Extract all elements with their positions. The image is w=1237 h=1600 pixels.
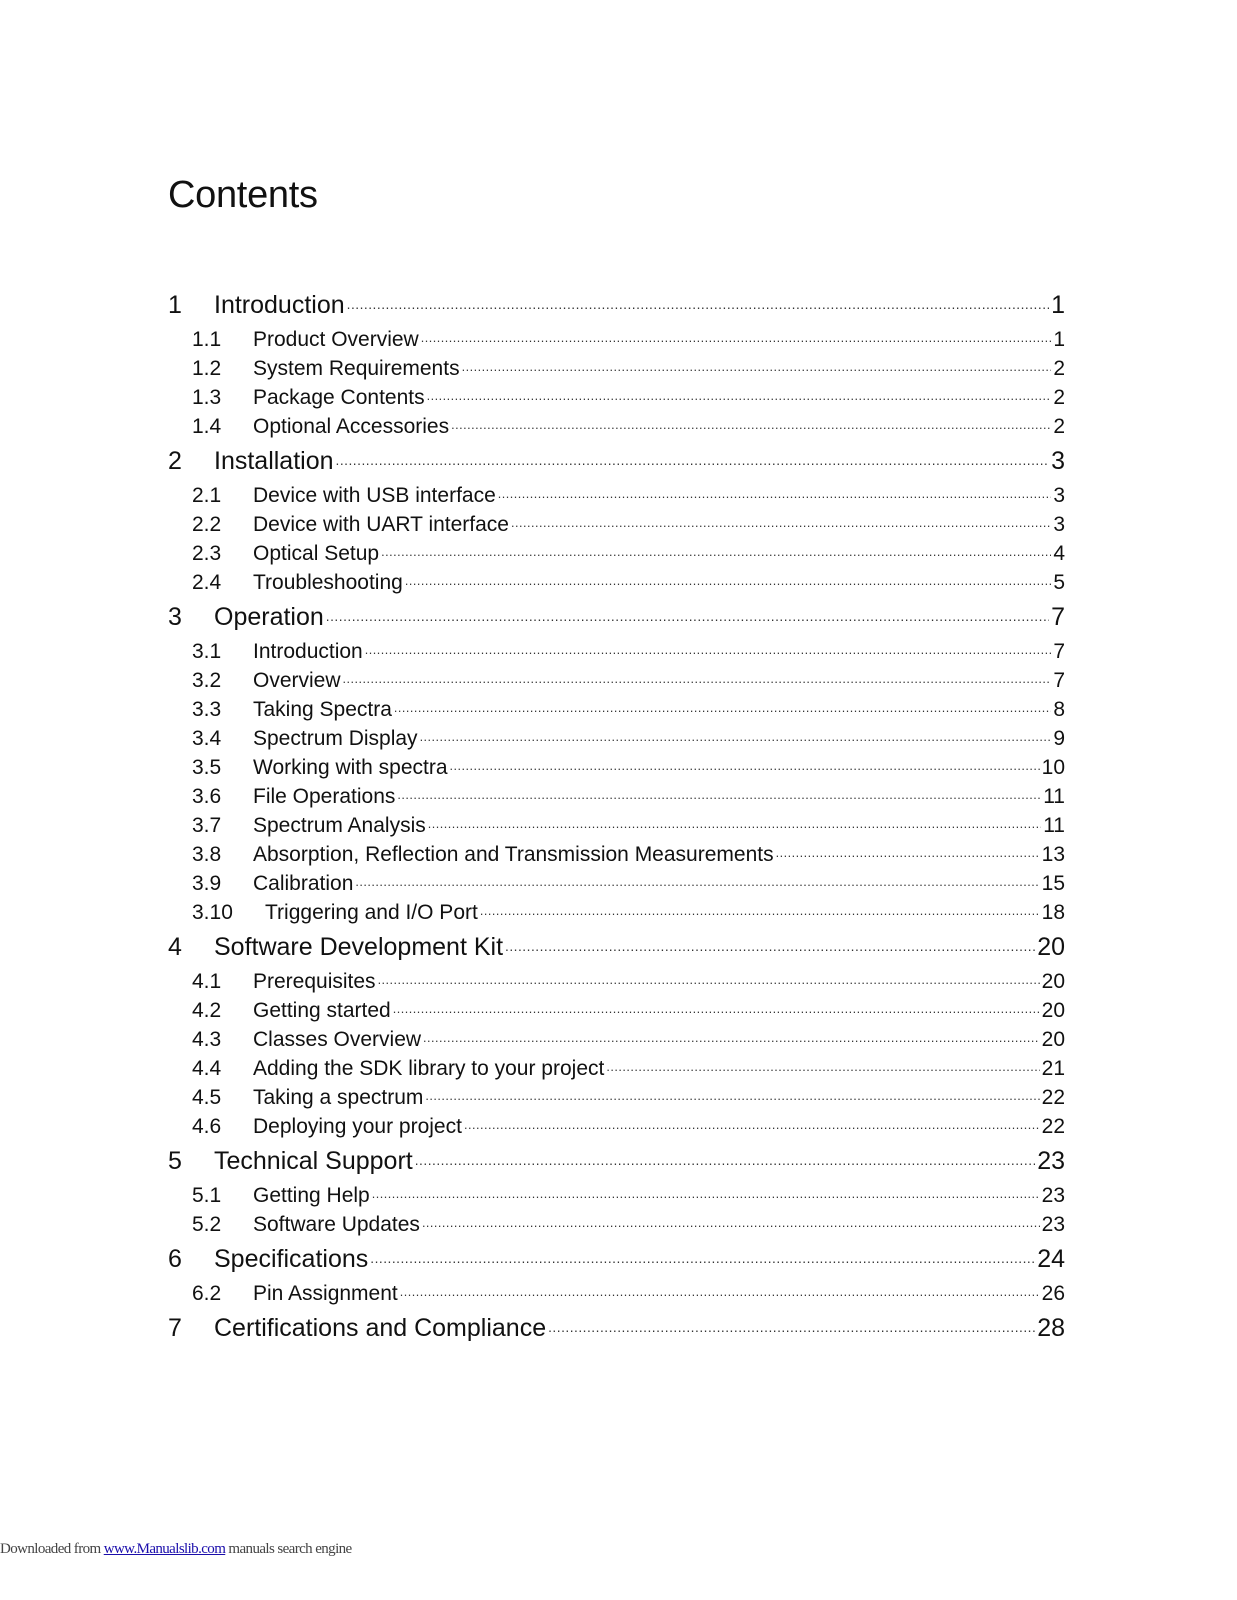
dot-leader — [378, 967, 1040, 988]
toc-entry-number: 4.2 — [192, 999, 222, 1022]
toc-subsection-entry[interactable] — [168, 996, 1065, 1025]
toc-entry-number: 5.2 — [192, 1213, 222, 1236]
toc-subsection-entry[interactable] — [168, 510, 1065, 539]
toc-entry-label: Certifications and Compliance — [214, 1314, 547, 1342]
dot-leader — [420, 724, 1052, 745]
toc-entry-page: 3 — [1051, 447, 1065, 475]
toc-entry-page: 9 — [1053, 727, 1065, 750]
dot-leader — [423, 1025, 1040, 1046]
toc-entry-number: 1 — [168, 291, 182, 319]
footer-prefix: Downloaded from — [0, 1541, 104, 1557]
toc-subsection-entry[interactable] — [168, 383, 1065, 412]
dot-leader — [365, 637, 1052, 658]
toc-entry-page: 23 — [1041, 1213, 1065, 1236]
dot-leader — [548, 1311, 1035, 1336]
toc-entry-page: 7 — [1051, 603, 1065, 631]
toc-entry-page: 10 — [1041, 756, 1065, 779]
dot-leader — [425, 1083, 1039, 1104]
dot-leader — [462, 354, 1052, 375]
toc-entry-label: Taking a spectrum — [253, 1086, 424, 1109]
dot-leader — [400, 1279, 1040, 1300]
dot-leader — [336, 444, 1050, 469]
toc-entry-page: 11 — [1043, 814, 1065, 837]
dot-leader — [326, 600, 1049, 625]
toc-entry-page: 15 — [1041, 872, 1065, 895]
toc-entry-number: 2.3 — [192, 542, 222, 565]
dot-leader — [355, 869, 1039, 890]
toc-entry-page: 21 — [1041, 1057, 1065, 1080]
toc-entry-page: 2 — [1053, 386, 1065, 409]
toc-section-entry[interactable] — [168, 1242, 1065, 1279]
toc-subsection-entry[interactable] — [168, 1025, 1065, 1054]
toc-entry-label: Spectrum Display — [253, 727, 418, 750]
toc-entry-number: 6 — [168, 1245, 182, 1273]
toc-subsection-entry[interactable] — [168, 1083, 1065, 1112]
footer — [0, 1541, 352, 1558]
toc-entry-page: 4 — [1053, 542, 1065, 565]
toc-subsection-entry[interactable] — [168, 967, 1065, 996]
toc-section — [168, 444, 1065, 597]
toc-entry-label: Optional Accessories — [253, 415, 450, 438]
toc-entry-label: Package Contents — [253, 386, 425, 409]
toc-entry-label: Pin Assignment — [253, 1282, 398, 1305]
toc-subsection-entry[interactable] — [168, 753, 1065, 782]
toc-entry-number: 2 — [168, 447, 182, 475]
dot-leader — [422, 1210, 1040, 1231]
toc-section-entry[interactable] — [168, 600, 1065, 637]
toc-entry-number: 1.4 — [192, 415, 222, 438]
toc-entry-number: 5 — [168, 1147, 182, 1175]
toc-entry-page: 24 — [1037, 1245, 1065, 1273]
toc-subsection-entry[interactable] — [168, 811, 1065, 840]
toc-subsection-entry[interactable] — [168, 1112, 1065, 1141]
toc-entry-label: Software Updates — [253, 1213, 420, 1236]
toc-entry-number: 2.1 — [192, 484, 222, 507]
toc-entry-number: 3.2 — [192, 669, 222, 692]
dot-leader — [451, 412, 1051, 433]
toc-entry-page: 2 — [1053, 415, 1065, 438]
toc-subsection-entry[interactable] — [168, 1210, 1065, 1239]
dot-leader — [464, 1112, 1040, 1133]
dot-leader — [428, 811, 1041, 832]
toc-entry-page: 13 — [1041, 843, 1065, 866]
footer-suffix: manuals search engine — [225, 1541, 352, 1557]
toc-entry-label: Operation — [214, 603, 324, 631]
toc-entry-page: 22 — [1041, 1086, 1065, 1109]
toc-entry-number: 4 — [168, 933, 182, 961]
toc-entry-page: 20 — [1041, 1028, 1065, 1051]
toc-subsection-entry[interactable] — [168, 637, 1065, 666]
dot-leader — [480, 898, 1040, 919]
toc-subsection-entry[interactable] — [168, 325, 1065, 354]
dot-leader — [498, 481, 1052, 502]
toc-entry-label: Classes Overview — [253, 1028, 422, 1051]
toc-entry-label: Spectrum Analysis — [253, 814, 426, 837]
toc-entry-label: Product Overview — [253, 328, 419, 351]
toc-entry-label: Working with spectra — [253, 756, 448, 779]
dot-leader — [427, 383, 1052, 404]
toc-entry-page: 3 — [1053, 484, 1065, 507]
toc-entry-number: 3.4 — [192, 727, 222, 750]
dot-leader — [381, 539, 1051, 560]
toc-entry-page: 20 — [1037, 933, 1065, 961]
toc-section — [168, 1242, 1065, 1308]
toc-section — [168, 1144, 1065, 1239]
toc-section — [168, 1311, 1065, 1348]
dot-leader — [394, 695, 1051, 716]
toc-entry-label: Getting started — [253, 999, 391, 1022]
toc-entry-number: 3.5 — [192, 756, 222, 779]
dot-leader — [397, 782, 1041, 803]
toc-entry-number: 1.3 — [192, 386, 222, 409]
toc-entry-number: 4.1 — [192, 970, 222, 993]
dot-leader — [776, 840, 1040, 861]
toc-entry-label: Overview — [253, 669, 341, 692]
toc-entry-number: 3.10 — [192, 901, 233, 924]
toc-entry-label: Introduction — [253, 640, 363, 663]
toc-subsection-entry[interactable] — [168, 695, 1065, 724]
toc-subsection-entry[interactable] — [168, 782, 1065, 811]
dot-leader — [415, 1144, 1035, 1169]
toc-entry-page: 8 — [1053, 698, 1065, 721]
toc-subsection-entry[interactable] — [168, 1279, 1065, 1308]
toc-subsection-entry[interactable] — [168, 869, 1065, 898]
toc-subsection-entry[interactable] — [168, 481, 1065, 510]
toc-subsection-entry[interactable] — [168, 1181, 1065, 1210]
toc-entry-page: 7 — [1053, 669, 1065, 692]
toc-entry-label: Getting Help — [253, 1184, 370, 1207]
toc-entry-label: Optical Setup — [253, 542, 380, 565]
toc-section-entry[interactable] — [168, 1311, 1065, 1348]
toc-entry-number: 1.2 — [192, 357, 222, 380]
toc-entry-number: 1.1 — [192, 328, 222, 351]
toc-entry-page: 1 — [1051, 291, 1065, 319]
dot-leader — [450, 753, 1040, 774]
toc-entry-label: System Requirements — [253, 357, 460, 380]
toc-entry-label: Absorption, Reflection and Transmission Measurements — [253, 843, 774, 866]
toc-section — [168, 600, 1065, 927]
toc-entry-number: 3.9 — [192, 872, 222, 895]
toc-entry-page: 18 — [1041, 901, 1065, 924]
toc-entry-number: 5.1 — [192, 1184, 222, 1207]
toc-entry-page: 5 — [1053, 571, 1065, 594]
dot-leader — [343, 666, 1052, 687]
toc-entry-label: Prerequisites — [253, 970, 376, 993]
toc-section-entry[interactable] — [168, 1144, 1065, 1181]
dot-leader — [421, 325, 1052, 346]
toc-subsection-entry[interactable] — [168, 412, 1065, 441]
toc-entry-number: 3.8 — [192, 843, 222, 866]
toc-entry-page: 20 — [1041, 999, 1065, 1022]
toc-entry-page: 23 — [1041, 1184, 1065, 1207]
dot-leader — [606, 1054, 1039, 1075]
table-of-contents — [168, 288, 1065, 1351]
toc-entry-label: File Operations — [253, 785, 396, 808]
footer-link[interactable]: www.Manualslib.com — [103, 1541, 226, 1557]
toc-subsection-entry[interactable] — [168, 539, 1065, 568]
toc-subsection-entry[interactable] — [168, 354, 1065, 383]
page-title: Contents — [168, 174, 318, 216]
toc-section — [168, 288, 1065, 441]
toc-entry-number: 4.4 — [192, 1057, 222, 1080]
toc-entry-page: 28 — [1037, 1314, 1065, 1342]
toc-entry-label: Installation — [214, 447, 334, 475]
dot-leader — [372, 1181, 1040, 1202]
toc-entry-number: 4.3 — [192, 1028, 222, 1051]
toc-entry-number: 3.7 — [192, 814, 222, 837]
toc-entry-number: 2.2 — [192, 513, 222, 536]
toc-entry-label: Calibration — [253, 872, 354, 895]
toc-entry-number: 3.1 — [192, 640, 222, 663]
toc-entry-label: Adding the SDK library to your project — [253, 1057, 605, 1080]
toc-entry-label: Specifications — [214, 1245, 369, 1273]
toc-entry-number: 4.6 — [192, 1115, 222, 1138]
toc-subsection-entry[interactable] — [168, 666, 1065, 695]
toc-entry-label: Device with USB interface — [253, 484, 496, 507]
toc-entry-label: Introduction — [214, 291, 345, 319]
toc-entry-page: 23 — [1037, 1147, 1065, 1175]
toc-entry-page: 11 — [1043, 785, 1065, 808]
toc-entry-page: 2 — [1053, 357, 1065, 380]
toc-entry-number: 3 — [168, 603, 182, 631]
dot-leader — [505, 930, 1035, 955]
dot-leader — [511, 510, 1051, 531]
toc-entry-page: 20 — [1041, 970, 1065, 993]
toc-entry-page: 3 — [1053, 513, 1065, 536]
dot-leader — [405, 568, 1051, 589]
toc-entry-page: 26 — [1041, 1282, 1065, 1305]
toc-entry-number: 7 — [168, 1314, 182, 1342]
toc-subsection-entry[interactable] — [168, 568, 1065, 597]
toc-subsection-entry[interactable] — [168, 840, 1065, 869]
toc-entry-number: 3.6 — [192, 785, 222, 808]
toc-entry-label: Troubleshooting — [253, 571, 403, 594]
toc-entry-label: Technical Support — [214, 1147, 413, 1175]
toc-entry-number: 2.4 — [192, 571, 222, 594]
toc-entry-page: 22 — [1041, 1115, 1065, 1138]
toc-section-entry[interactable] — [168, 288, 1065, 325]
toc-subsection-entry[interactable] — [168, 1054, 1065, 1083]
toc-entry-label: Taking Spectra — [253, 698, 392, 721]
dot-leader — [370, 1242, 1035, 1267]
toc-subsection-entry[interactable] — [168, 724, 1065, 753]
toc-entry-page: 7 — [1053, 640, 1065, 663]
toc-section-entry[interactable] — [168, 930, 1065, 967]
toc-entry-number: 3.3 — [192, 698, 222, 721]
toc-section — [168, 930, 1065, 1141]
toc-entry-number: 6.2 — [192, 1282, 222, 1305]
toc-entry-number: 4.5 — [192, 1086, 222, 1109]
toc-entry-label: Triggering and I/O Port — [265, 901, 478, 924]
toc-entry-page: 1 — [1053, 328, 1065, 351]
dot-leader — [393, 996, 1040, 1017]
toc-section-entry[interactable] — [168, 444, 1065, 481]
toc-entry-label: Device with UART interface — [253, 513, 509, 536]
toc-subsection-entry[interactable] — [168, 898, 1065, 927]
toc-entry-label: Deploying your project — [253, 1115, 462, 1138]
toc-entry-label: Software Development Kit — [214, 933, 504, 961]
dot-leader — [347, 288, 1049, 313]
